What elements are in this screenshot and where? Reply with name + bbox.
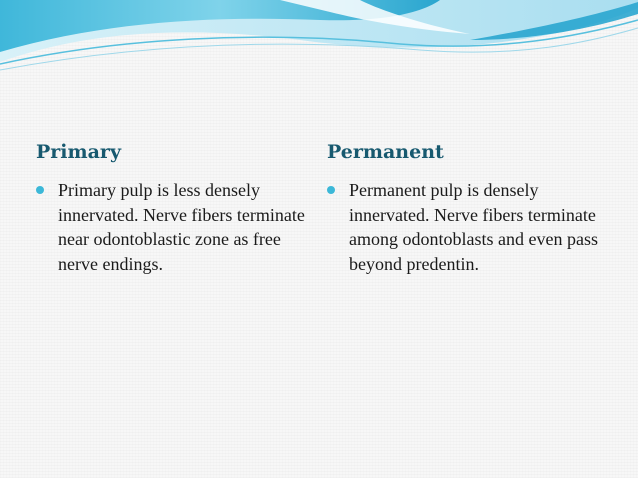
list-item xyxy=(36,178,308,276)
bullet-dot-icon xyxy=(327,186,335,194)
bullet-dot-icon xyxy=(36,186,44,194)
bullet-text: Permanent pulp is densely innervated. Nerve fibers terminate among odontoblasts and even pass beyond predentin. xyxy=(349,180,598,274)
list-item xyxy=(327,178,617,276)
bullet-text: Primary pulp is less densely innervated. Nerve fibers terminate near odontoblastic zone as free nerve endings. xyxy=(58,180,305,274)
permanent-heading: Permanent xyxy=(327,141,444,163)
header-wave-decoration xyxy=(0,0,638,80)
primary-heading: Primary xyxy=(36,141,121,163)
permanent-bullet-list xyxy=(327,178,617,276)
permanent-column xyxy=(327,138,617,276)
primary-bullet-list xyxy=(36,178,308,276)
primary-column xyxy=(36,138,308,276)
